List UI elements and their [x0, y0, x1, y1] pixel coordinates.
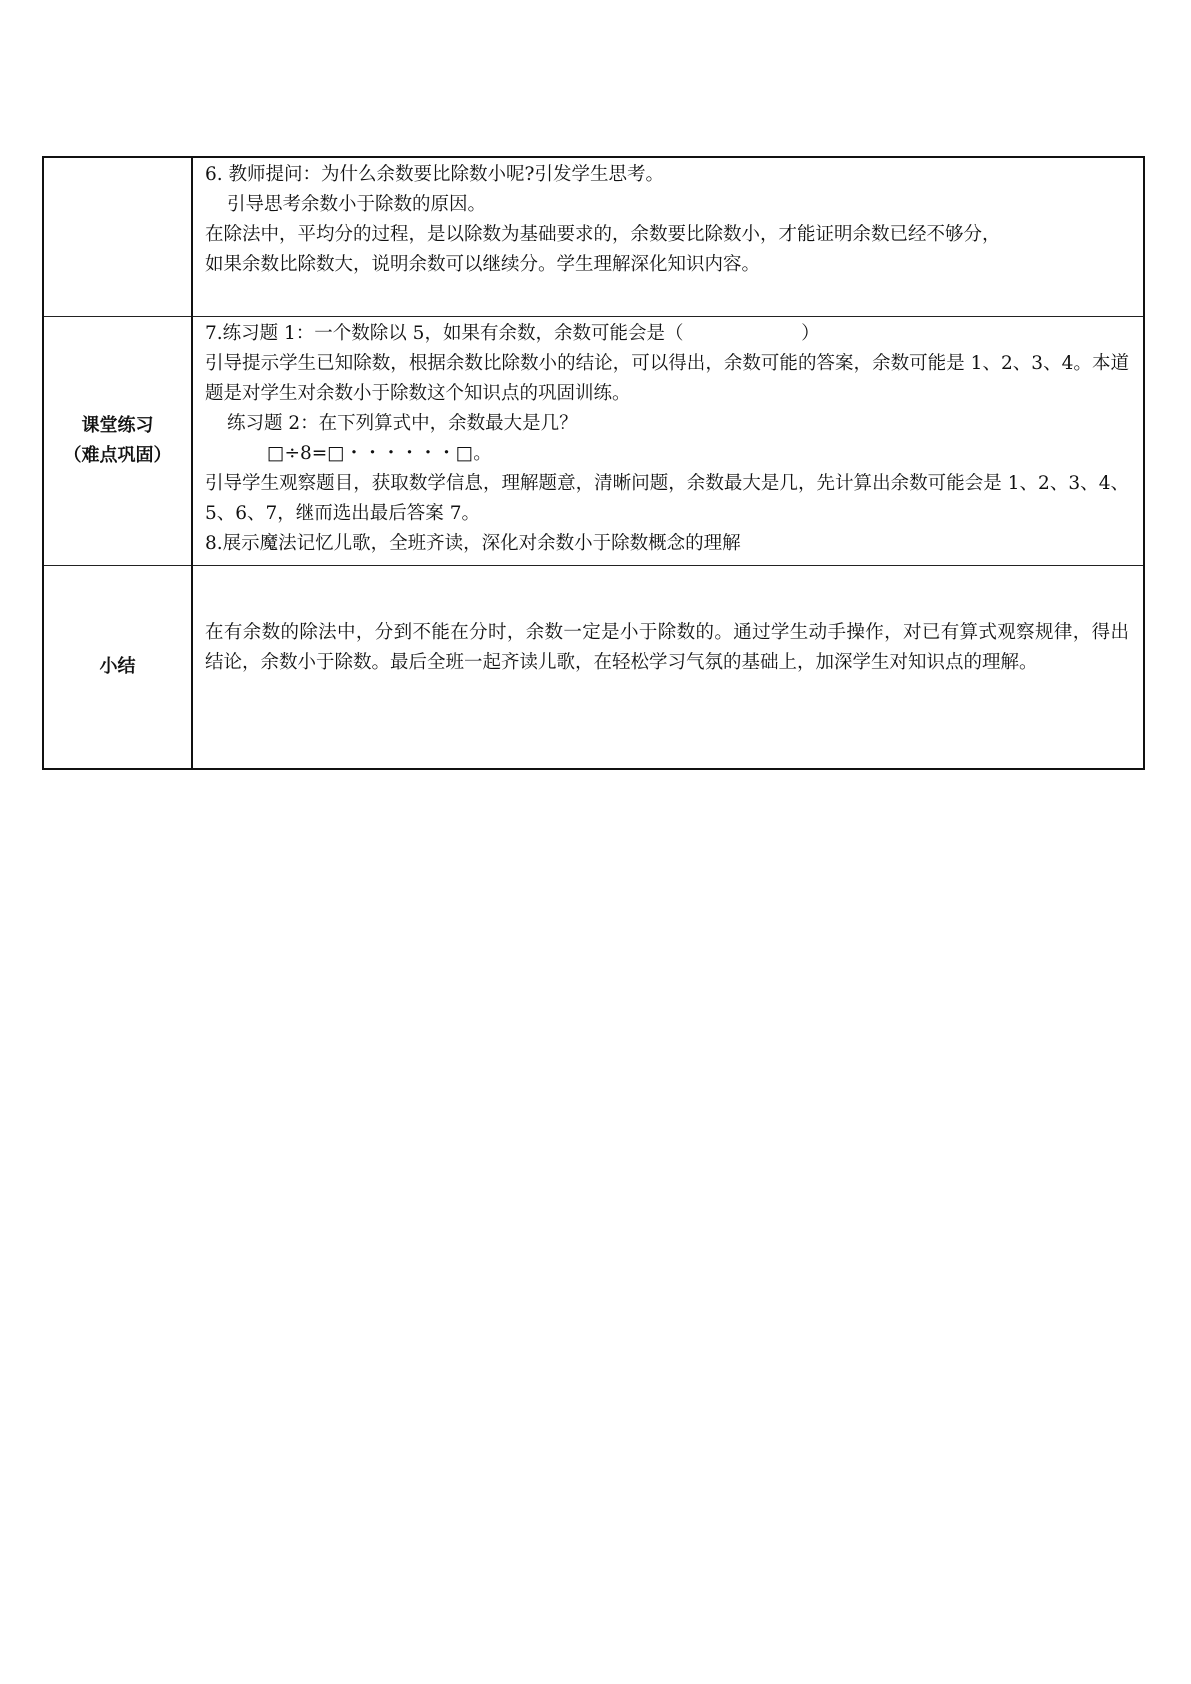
- row-label-classroom-practice: [43, 317, 192, 566]
- exercise-2-question: 练习题 2：在下列算式中，余数最大是几？: [227, 413, 578, 434]
- table-row: [43, 566, 1144, 770]
- table-row: [43, 157, 1144, 317]
- exercise-2-formula: □÷8=□・・・・・・□。: [267, 443, 492, 464]
- label-practice-subtitle: （难点巩固）: [63, 445, 172, 466]
- row-label-summary: 小结: [43, 566, 192, 770]
- summary-text: 在有余数的除法中，分到不能在分时，余数一定是小于除数的。通过学生动手操作，对已有算式观察规律，得出结论，余数小于除数。最后全班一起齐读儿歌，在轻松学习气氛的基础上，加深学生对知识点的理解。: [205, 622, 1129, 673]
- content-cell-step-6: [192, 157, 1144, 317]
- exercise-2-guide: 引导学生观察题目，获取数学信息，理解题意，清晰问题，余数最大是几，先计算出余数可能会是 1、2、3、4、5、6、7，继而选出最后答案 7。: [205, 473, 1129, 524]
- step-6-question: 6. 教师提问：为什么余数要比除数小呢?引发学生思考。: [205, 164, 664, 185]
- content-cell-summary: [192, 566, 1144, 770]
- exercise-1-question: 7.练习题 1：一个数除以 5，如果有余数，余数可能会是（ ）: [205, 323, 820, 344]
- label-practice-title: 课堂练习: [81, 415, 154, 436]
- step-6-explanation: 在除法中，平均分的过程，是以除数为基础要求的，余数要比除数小，才能证明余数已经不够分，: [205, 224, 1001, 245]
- step-6-conclusion: 如果余数比除数大，说明余数可以继续分。学生理解深化知识内容。: [205, 254, 761, 275]
- table-row: [43, 317, 1144, 566]
- step-6-guide: 引导思考余数小于除数的原因。: [227, 194, 487, 215]
- lesson-plan-table: [42, 156, 1145, 770]
- step-8-song: 8.展示魔法记忆儿歌，全班齐读，深化对余数小于除数概念的理解: [205, 533, 741, 554]
- content-cell-practice: [192, 317, 1144, 566]
- exercise-1-guide: 引导提示学生已知除数，根据余数比除数小的结论，可以得出，余数可能的答案，余数可能是 1、2、3、4。本道题是对学生对余数小于除数这个知识点的巩固训练。: [205, 353, 1129, 404]
- row-label-empty: [43, 157, 192, 317]
